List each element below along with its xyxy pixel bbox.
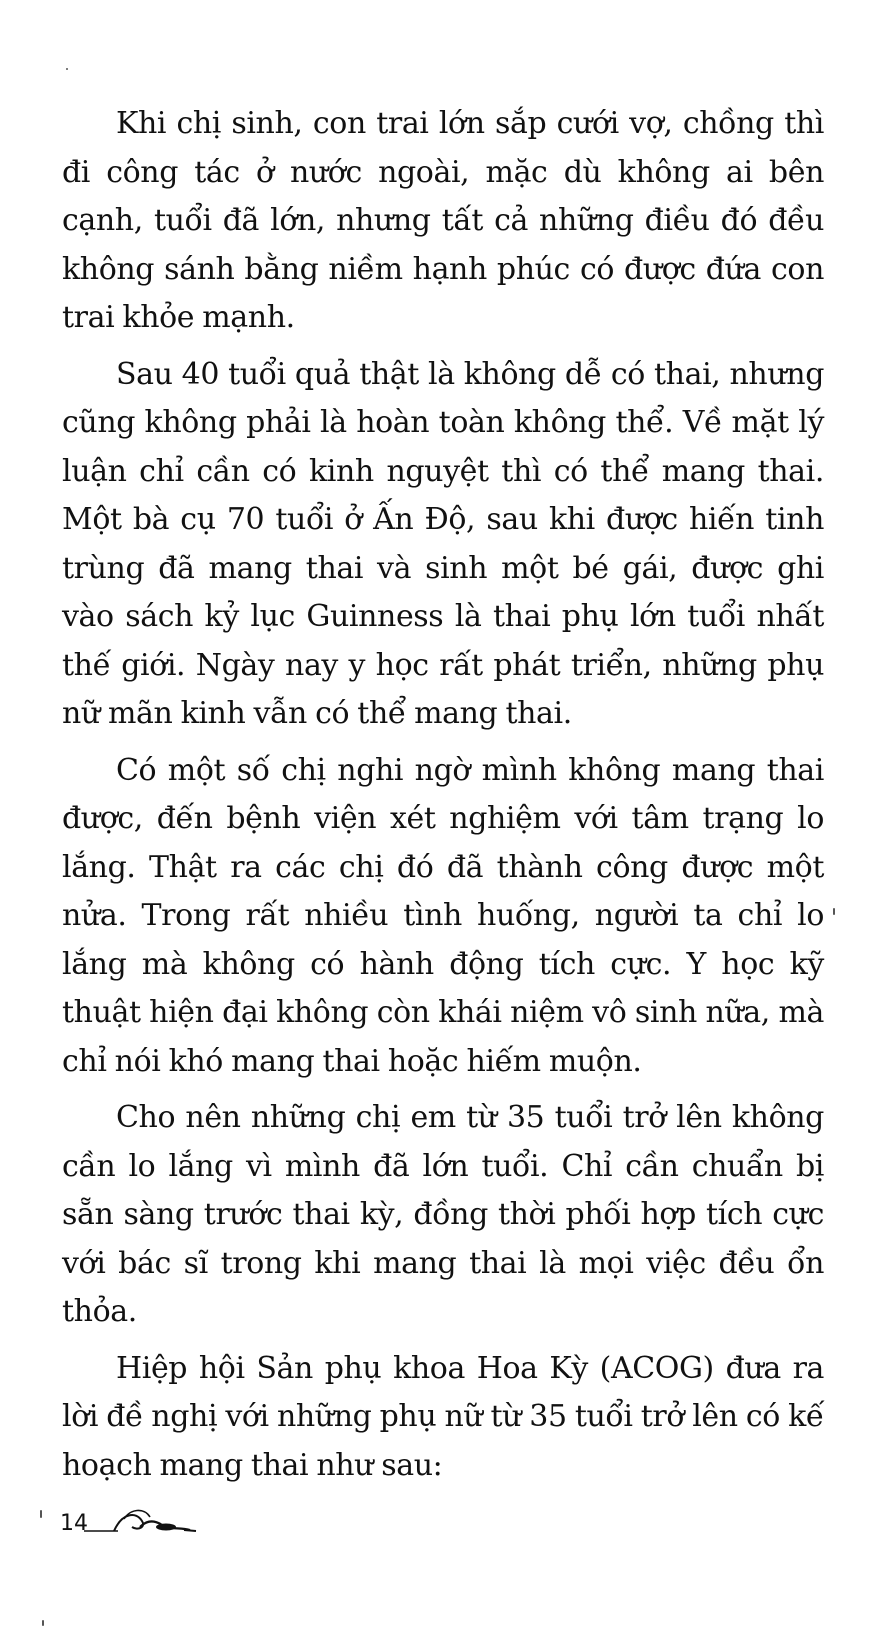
pen-drawing-ornament-icon <box>84 1497 204 1537</box>
scan-speck <box>40 1510 42 1518</box>
page-number: 14 <box>60 1511 88 1536</box>
scan-speck <box>833 908 835 915</box>
paragraph-2: Sau 40 tuổi quả thật là không dễ có thai, nhưng cũng không phải là hoàn toàn không thể. Về mặt lý luận chỉ cần có kinh nguyệt thì có thể mang thai. Một bà cụ 70 tuổi ở Ấn Độ, sau khi được hiến tinh trùng đã mang thai và sinh một bé gái, được ghi vào sách kỷ lục Guinness là thai phụ lớn tuổi nhất thế giới. Ngày nay y học rất phát triển, những phụ nữ mãn kinh vẫn có thể mang thai. <box>62 356 824 731</box>
paragraph-5: Hiệp hội Sản phụ khoa Hoa Kỳ (ACOG) đưa ra lời đề nghị với những phụ nữ từ 35 tuổi trở lên có kế hoạch mang thai như sau: <box>62 1350 824 1483</box>
paragraph-1: Khi chị sinh, con trai lớn sắp cưới vợ, chồng thì đi công tác ở nước ngoài, mặc dù không ai bên cạnh, tuổi đã lớn, nhưng tất cả những điều đó đều không sánh bằng niềm hạnh phúc có được đứa con trai khỏe mạnh. <box>62 106 824 335</box>
paragraph-3: Có một số chị nghi ngờ mình không mang thai được, đến bệnh viện xét nghiệm với tâm trạng lo lắng. Thật ra các chị đó đã thành công được một nửa. Trong rất nhiều tình huống, người ta chỉ lo lắng mà không có hành động tích cực. Y học kỹ thuật hiện đại không còn khái niệm vô sinh nữa, mà chỉ nói khó mang thai hoặc hiếm muộn. <box>62 752 824 1079</box>
page-footer <box>60 1497 204 1537</box>
paragraph-4: Cho nên những chị em từ 35 tuổi trở lên không cần lo lắng vì mình đã lớn tuổi. Chỉ cần chuẩn bị sẵn sàng trước thai kỳ, đồng thời phối hợp tích cực với bác sĩ trong khi mang thai là mọi việc đều ổn thỏa. <box>62 1100 824 1329</box>
scan-speck <box>42 1620 44 1626</box>
body-text <box>62 100 824 1498</box>
scan-speck <box>66 68 68 70</box>
